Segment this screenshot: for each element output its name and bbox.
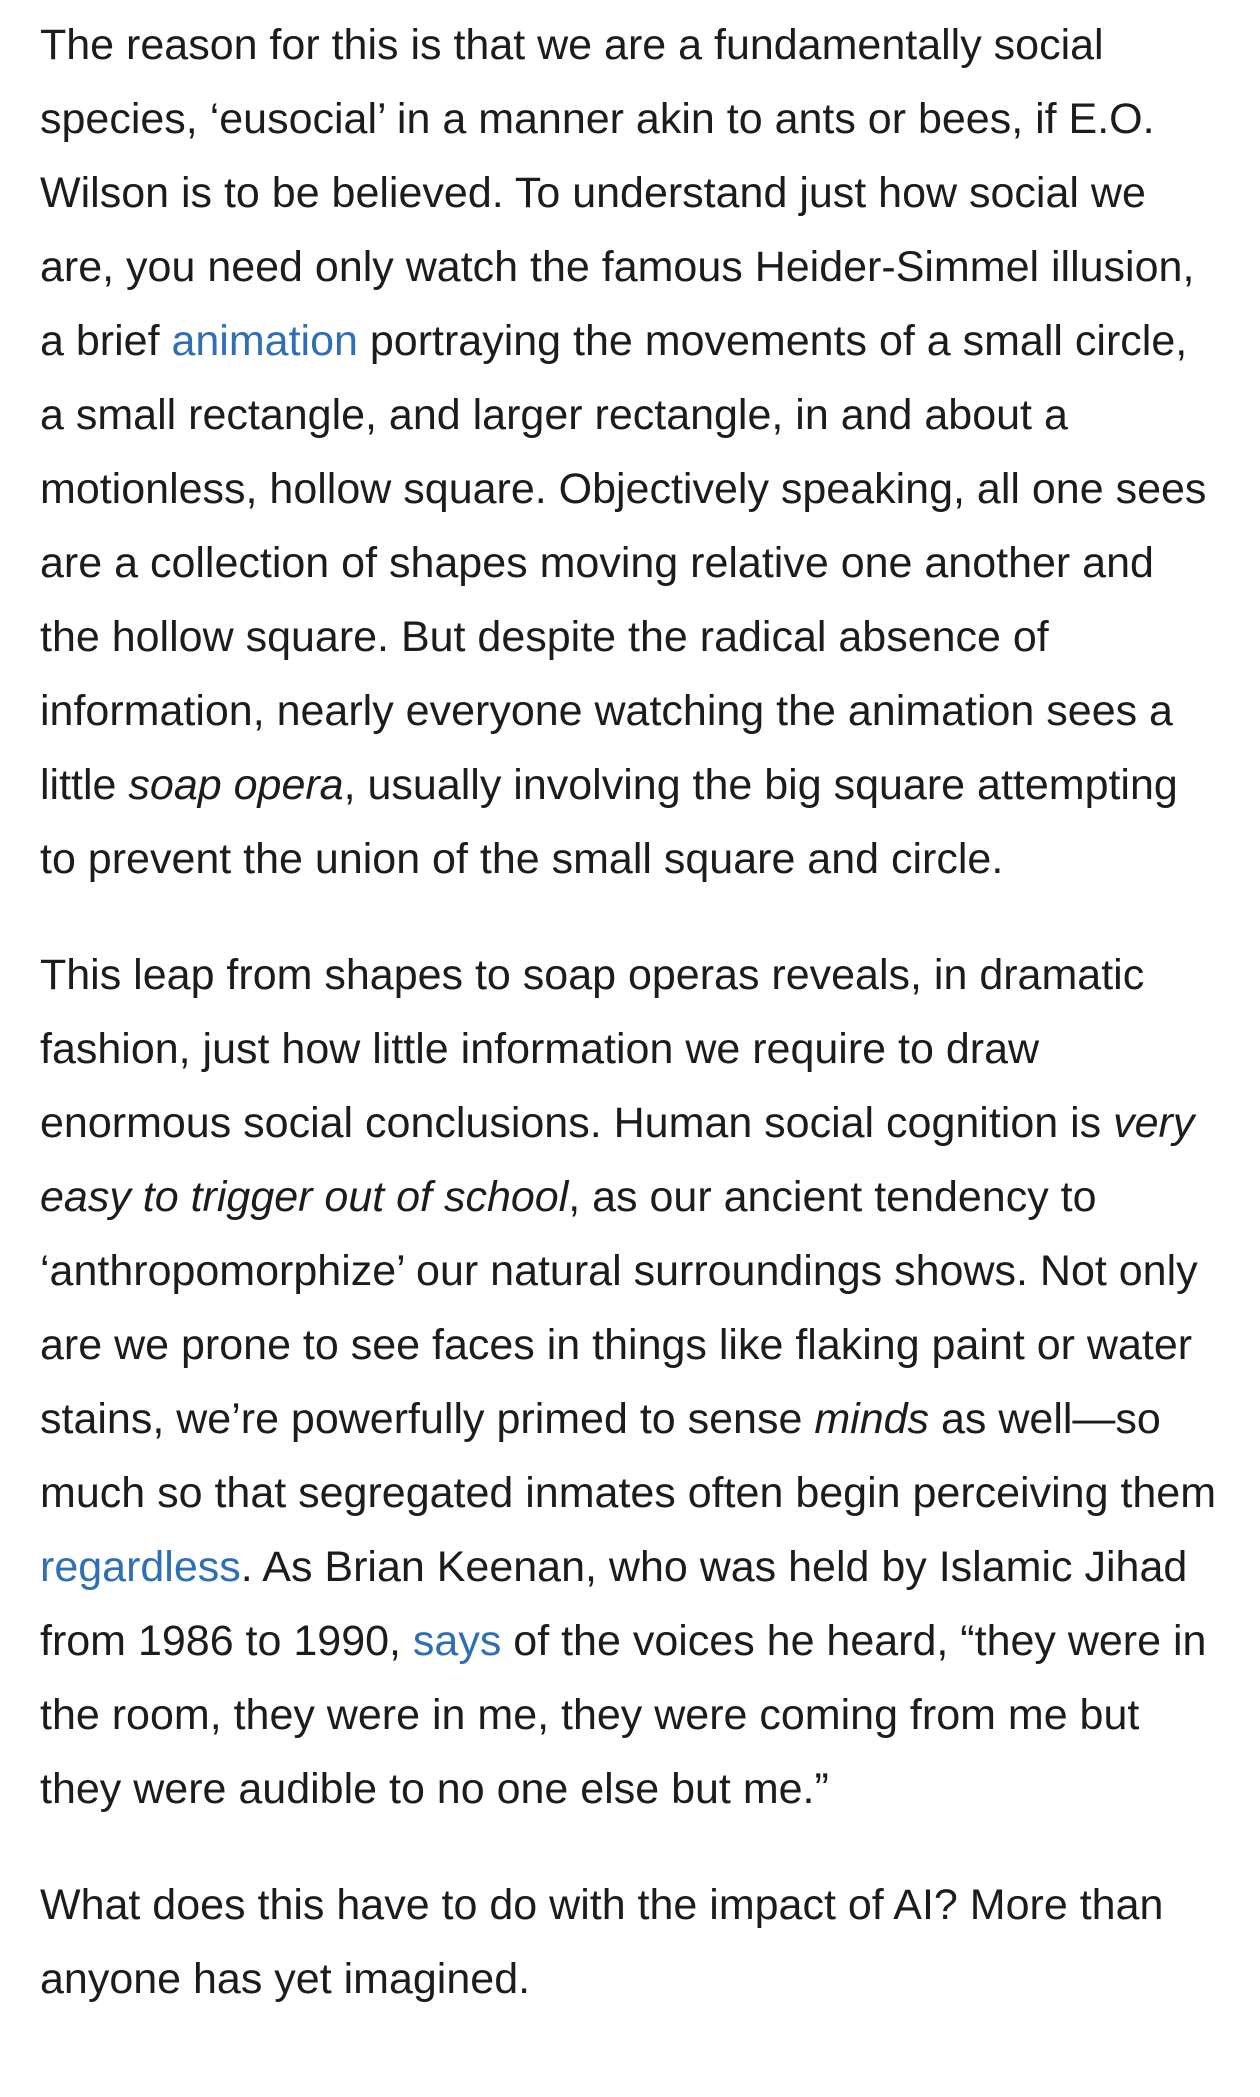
- says-link[interactable]: says: [412, 1617, 502, 1665]
- emphasis-text: very easy to trigger out of school: [40, 1099, 1195, 1221]
- text-span: of the voices he heard, “they were in the room, they were in me, they were coming from me but they were audible to no one else but me.”: [40, 1617, 1207, 1813]
- paragraph: [40, 1868, 1220, 2016]
- regardless-link[interactable]: regardless: [40, 1543, 241, 1591]
- emphasis-text: soap opera: [128, 761, 344, 809]
- text-span: What does this have to do with the impact of AI? More than anyone has yet imagined.: [40, 1881, 1164, 2003]
- text-span: portraying the movements of a small circle, a small rectangle, and larger rectangle, in and about a motionless, hollow square. Objectively speaking, all one sees are a collection of shapes moving relative one another and the hollow square. But despite the radical absence of information, nearly everyone watching the animation sees a little: [40, 317, 1207, 809]
- paragraph: [40, 8, 1220, 896]
- paragraph: [40, 938, 1220, 1826]
- animation-link[interactable]: animation: [171, 317, 358, 365]
- text-span: , as our ancient tendency to ‘anthropomorphize’ our natural surroundings shows. Not only are we prone to see faces in things like flaking paint or water stains, we’re powerfully primed to sense: [40, 1173, 1198, 1443]
- text-span: as well—so much so that segregated inmates often begin perceiving them: [40, 1395, 1217, 1517]
- text-span: , usually involving the big square attempting to prevent the union of the small square and circle.: [40, 761, 1178, 883]
- text-span: This leap from shapes to soap operas reveals, in dramatic fashion, just how little information we require to draw enormous social conclusions. Human social cognition is: [40, 951, 1145, 1147]
- emphasis-text: minds: [814, 1395, 930, 1443]
- text-span: . As Brian Keenan, who was held by Islamic Jihad from 1986 to 1990,: [40, 1543, 1188, 1665]
- text-span: The reason for this is that we are a fundamentally social species, ‘eusocial’ in a manner akin to ants or bees, if E.O. Wilson is to be believed. To understand just how social we are, you need only watch the famous Heider-Simmel illusion, a brief: [40, 21, 1195, 365]
